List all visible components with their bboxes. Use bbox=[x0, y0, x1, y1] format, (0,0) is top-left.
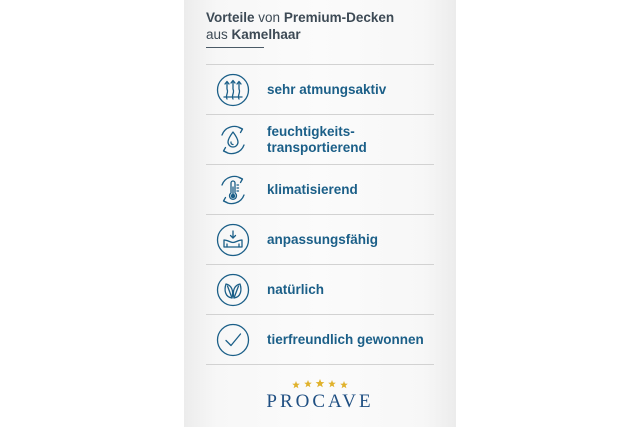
benefit-label: tierfreundlich gewonnen bbox=[267, 331, 424, 347]
list-item bbox=[206, 65, 434, 114]
breathable-icon bbox=[216, 73, 250, 107]
leaf-icon bbox=[216, 273, 250, 307]
five-stars-icon bbox=[184, 378, 456, 390]
moisture-drop-icon bbox=[216, 123, 250, 157]
benefits-card bbox=[184, 0, 456, 427]
heading bbox=[206, 9, 446, 43]
heading-text-2: aus bbox=[206, 27, 228, 42]
list-item bbox=[206, 265, 434, 314]
benefit-label: klimatisierend bbox=[267, 181, 358, 197]
thermometer-icon bbox=[216, 173, 250, 207]
benefit-label-line2: transportierend bbox=[267, 139, 367, 155]
heading-bold-1: Vorteile bbox=[206, 10, 255, 25]
benefit-label bbox=[267, 124, 367, 156]
brand-wordmark: PROCAVE bbox=[266, 391, 374, 412]
brand-logo bbox=[184, 378, 456, 413]
benefit-label: natürlich bbox=[267, 281, 325, 297]
checkmark-icon bbox=[216, 323, 250, 357]
heading-underline bbox=[206, 47, 264, 48]
list-item bbox=[206, 115, 434, 164]
benefit-list bbox=[206, 64, 434, 365]
list-item bbox=[206, 215, 434, 264]
heading-text-1: von bbox=[258, 10, 281, 25]
heading-bold-2: Premium-Decken bbox=[283, 10, 395, 25]
benefit-label-line1: feuchtigkeits- bbox=[267, 123, 355, 139]
heading-bold-3: Kamelhaar bbox=[231, 27, 301, 42]
list-item bbox=[206, 315, 434, 364]
list-item bbox=[206, 165, 434, 214]
benefit-label: anpassungsfähig bbox=[267, 231, 379, 247]
adaptive-mattress-icon bbox=[216, 223, 250, 257]
divider bbox=[206, 364, 434, 365]
benefit-label: sehr atmungsaktiv bbox=[267, 81, 387, 97]
